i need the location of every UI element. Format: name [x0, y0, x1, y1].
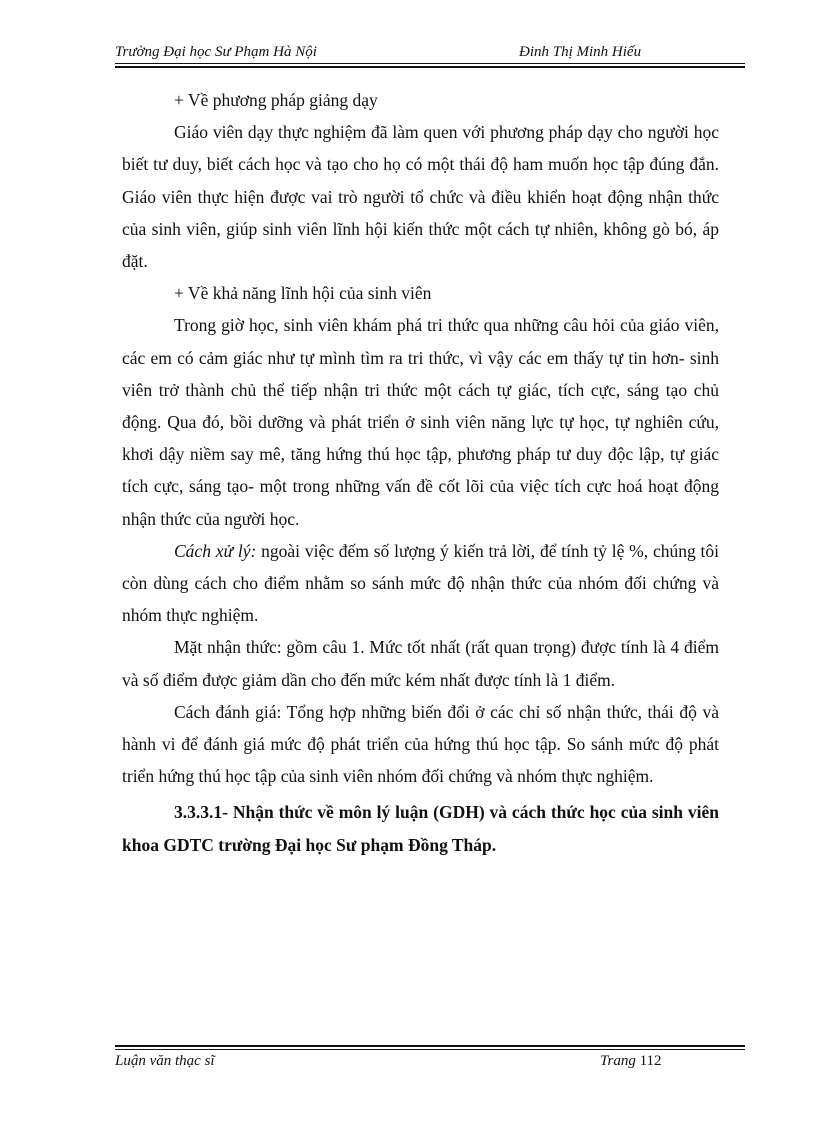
header-author: Đinh Thị Minh Hiếu [519, 44, 642, 60]
header-rule-thin [115, 63, 745, 64]
header-rule-thick [115, 66, 745, 68]
footer-page [600, 1053, 662, 1070]
paragraph-processing-method [122, 535, 719, 632]
footer-rule-thin [115, 1049, 745, 1050]
processing-method-text: ngoài việc đếm số lượng ý kiến trả lời, để tính tỷ lệ %, chúng tôi còn dùng cách cho điểm nhằm so sánh mức độ nhận thức của nhóm đối chứng và nhóm thực nghiệm. [122, 540, 719, 626]
subsection-student-comprehension: + Về khả năng lĩnh hội của sinh viên [174, 283, 432, 304]
paragraph-student-comprehension: Trong giờ học, sinh viên khám phá tri thức qua những câu hỏi của giáo viên, các em có cảm giác như tự mình tìm ra tri thức, vì vậy các em thấy tự tin hơn- sinh viên trở thành chủ thể tiếp nhận tri thức một cách tự giác, tích cực, sáng tạo chủ động. Qua đó, bồi dưỡng và phát triển ở sinh viên năng lực tự học, tự nghiên cứu, khơi dậy niềm say mê, tăng hứng thú học tập, phương pháp tư duy độc lập, tự giác tích cực, sáng tạo- một trong những vấn đề cốt lõi của việc tích cực hoá hoạt động nhận thức của người học. [122, 315, 719, 529]
processing-method-label: Cách xử lý: [174, 540, 257, 561]
paragraph-cognitive-aspect: Mặt nhận thức: gồm câu 1. Mức tốt nhất (rất quan trọng) được tính là 4 điểm và số điểm được giảm dần cho đến mức kém nhất được tính là 1 điểm. [122, 637, 719, 690]
footer-page-label: Trang [600, 1053, 636, 1069]
page-body [122, 84, 719, 861]
header-institution: Trường Đại học Sư Phạm Hà Nội [115, 44, 317, 60]
page-footer [115, 1053, 745, 1075]
footer-thesis-label: Luận văn thạc sĩ [115, 1053, 215, 1069]
paragraph-teaching-method: Giáo viên dạy thực nghiệm đã làm quen với phương pháp dạy cho người học biết tư duy, biết cách học và tạo cho họ có một thái độ ham muốn học tập đúng đắn. Giáo viên thực hiện được vai trò người tổ chức và điều khiển hoạt động nhận thức của sinh viên, giúp sinh viên lĩnh hội kiến thức một cách tự nhiên, không gò bó, áp đặt. [122, 122, 719, 272]
section-heading: 3.3.3.1- Nhận thức về môn lý luận (GDH) và cách thức học của sinh viên khoa GDTC trường Đại học Sư phạm Đồng Tháp. [122, 802, 719, 855]
footer-rule-thick [115, 1045, 745, 1047]
page-header [115, 42, 745, 64]
footer-page-number: 112 [639, 1053, 662, 1069]
paragraph-evaluation-method: Cách đánh giá: Tổng hợp những biến đổi ở các chỉ số nhận thức, thái độ và hành vi để đánh giá mức độ phát triển của hứng thú học tập. So sánh mức độ phát triển hứng thú học tập của sinh viên nhóm đối chứng và nhóm thực nghiệm. [122, 701, 719, 787]
subsection-teaching-method: + Về phương pháp giảng dạy [174, 90, 378, 110]
